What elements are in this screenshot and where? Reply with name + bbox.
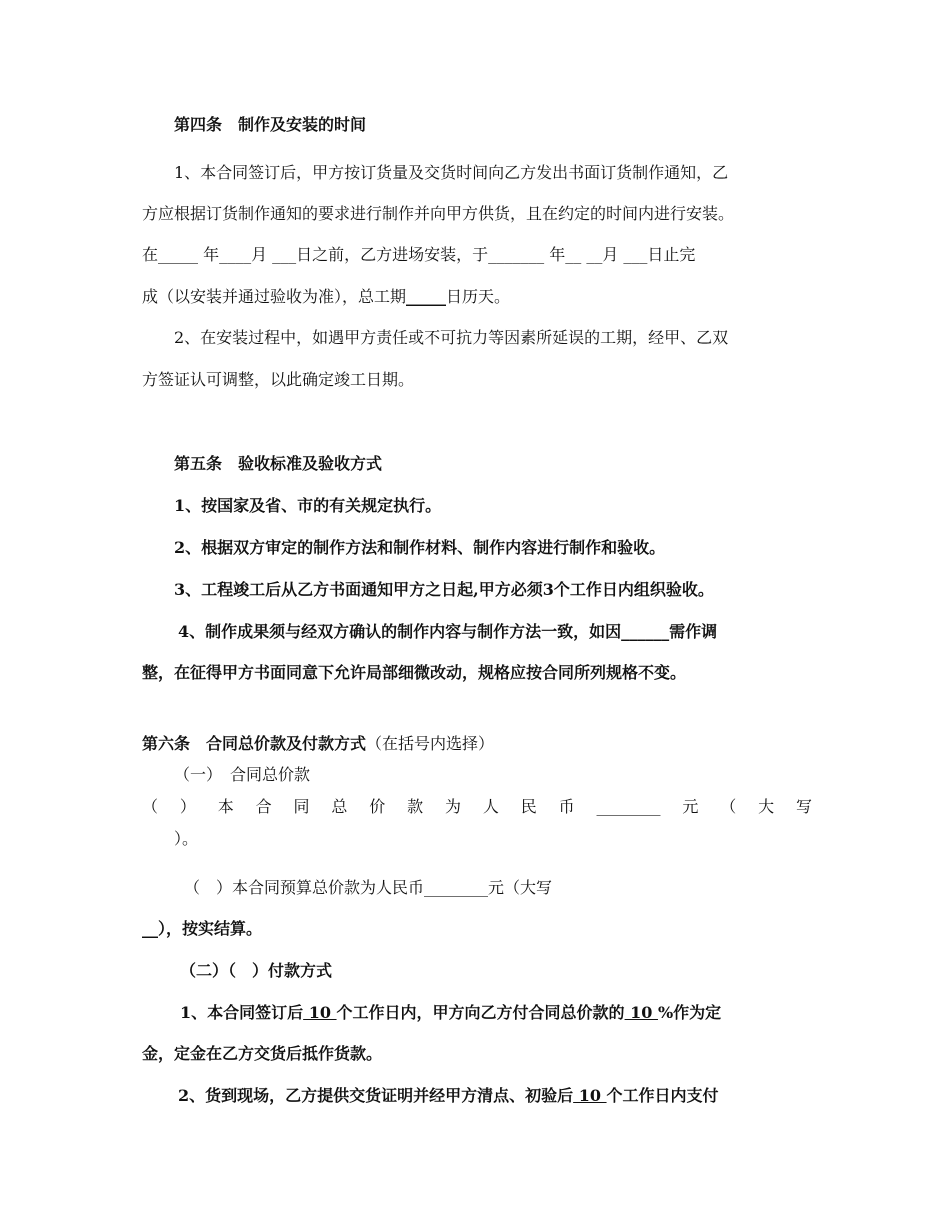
opt-char: ） [179,797,196,816]
text-run: 成（以安装并通过验收为准），总工期 [142,287,407,306]
option-2-line-2: __），按实结算。 [142,919,263,938]
article-5-item-4-line-2: 整，在征得甲方书面同意下允许局部细微改动，规格应按合同所列规格不变。 [142,663,687,682]
opt-char: （ [142,797,159,816]
article-5-item-3: 3、工程竣工后从乙方书面通知甲方之日起,甲方必须3个工作日内组织验收。 [174,580,714,599]
opt-char: 总 [331,797,348,816]
opt-char: 人 [482,797,499,816]
opt-char: 元 [682,797,699,816]
amount-blank: ________ [596,797,661,816]
article-4-para-1-line-4 [142,286,510,308]
opt-char: 为 [445,797,462,816]
opt-char: （ [720,797,737,816]
text-run: 日历天。 [446,287,511,306]
article-5-heading: 第五条 验收标准及验收方式 [174,454,383,473]
article-4-heading: 第四条 制作及安装的时间 [174,115,367,134]
text-run: 个工作日内，甲方向乙方付合同总价款的 [336,1003,625,1022]
article-5-item-4-line-1: 4、制作成果须与经双方确认的制作内容与制作方法一致，如因______需作调 [178,622,718,641]
text-run: 个工作日内支付 [606,1086,719,1105]
article-6-note: （在括号内选择） [366,734,495,753]
article-4-para-1-line-2: 方应根据订货制作通知的要求进行制作并向甲方供货，且在约定的时间内进行安装。 [142,204,735,223]
subsection-2-heading: （二）（ ）付款方式 [180,961,333,980]
opt-char: 本 [217,797,234,816]
article-4-para-2-line-2: 方签证认可调整，以此确定竣工日期。 [142,370,415,389]
article-4-para-1-line-3: 在_____ 年____月 ___日之前，乙方进场安装，于_______ 年__ __月 ___日止完 [142,245,696,264]
days-value: 10 [303,1003,337,1022]
payment-1-line-1 [180,1002,721,1024]
payment-2-line-1 [178,1085,719,1107]
opt-char: 币 [558,797,575,816]
text-run: 2、货到现场，乙方提供交货证明并经甲方清点、初验后 [178,1086,574,1105]
article-4-para-1-line-1: 1、本合同签订后，甲方按订货量及交货时间向乙方发出书面订货制作通知，乙 [174,163,729,182]
article-6-title: 第六条 合同总价款及付款方式 [142,734,367,753]
subsection-1-heading: （一） 合同总价款 [174,765,311,784]
option-1-line-2: ）。 [174,829,199,848]
total-days-blank: _____ [406,287,447,306]
article-4-para-2-line-1: 2、在安装过程中，如遇甲方责任或不可抗力等因素所延误的工期，经甲、乙双 [174,328,729,347]
option-2-line-1: （ ）本合同预算总价款为人民币________元（大写 [184,878,553,897]
article-5-item-2: 2、根据双方审定的制作方法和制作材料、制作内容进行制作和验收。 [174,538,666,557]
opt-char: 同 [293,797,310,816]
opt-char: 民 [520,797,537,816]
text-run: 1、本合同签订后 [180,1003,304,1022]
opt-char: 写 [795,797,812,816]
article-5-item-1: 1、按国家及省、市的有关规定执行。 [174,496,442,515]
opt-char: 大 [758,797,775,816]
article-6-heading [142,733,494,755]
days-value: 10 [573,1086,607,1105]
opt-char: 款 [407,797,424,816]
opt-char: 合 [255,797,272,816]
payment-1-line-2: 金，定金在乙方交货后抵作货款。 [142,1044,383,1063]
text-run: %作为定 [657,1003,722,1022]
percent-value: 10 [624,1003,658,1022]
opt-char: 价 [369,797,386,816]
option-1-line-1 [142,796,812,818]
